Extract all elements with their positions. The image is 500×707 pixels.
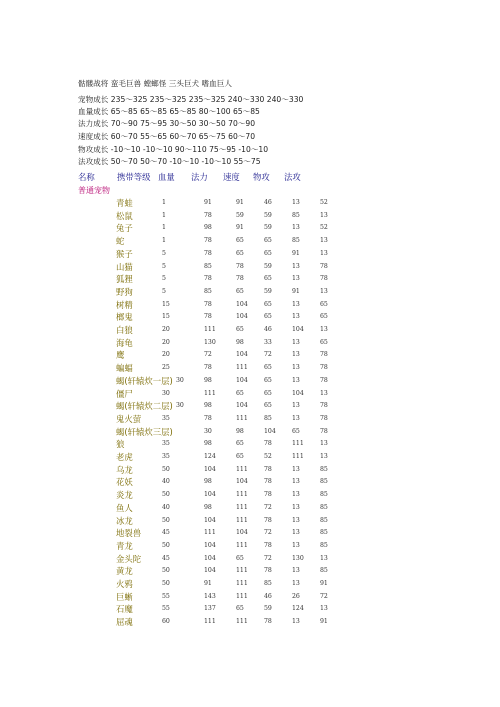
cell-atk: 13 [292, 364, 300, 372]
cell-matk: 85 [320, 465, 328, 473]
cell-matk: 91 [320, 618, 328, 626]
pet-name: 狐狸 [116, 274, 133, 285]
cell-level: 50 [162, 516, 170, 524]
section-title: 普通宠物 [78, 186, 110, 195]
cell-hp: 78 [204, 414, 212, 422]
cell-spd: 85 [264, 414, 272, 422]
cell-matk: 78 [320, 275, 328, 283]
cell-level: 15 [162, 300, 170, 308]
cell-hp: 85 [204, 287, 212, 295]
pet-name: 树精 [116, 299, 133, 310]
cell-mp: 111 [236, 516, 248, 524]
table-row [0, 515, 500, 527]
cell-matk: 78 [320, 402, 328, 410]
cell-mp: 111 [236, 618, 248, 626]
cell-level: 20 [162, 326, 170, 333]
header-level: 携带等级 [117, 172, 151, 182]
table-row [0, 311, 500, 323]
cell-spd: 78 [264, 478, 272, 486]
cell-mp: 104 [236, 351, 248, 359]
cell-matk: 65 [320, 300, 328, 308]
pet-name: 屈魂 [116, 617, 133, 628]
cell-spd: 46 [264, 326, 272, 333]
pet-name: 金头陀 [116, 553, 142, 564]
header-matk: 法攻 [284, 172, 301, 182]
cell-level: 1 [162, 211, 166, 219]
cell-mp: 65 [236, 249, 244, 257]
cell-matk: 91 [320, 580, 328, 587]
cell-hp: 91 [204, 580, 212, 587]
cell-spd: 46 [264, 199, 272, 206]
cell-level: 1 [162, 199, 166, 206]
header-atk: 物攻 [253, 172, 270, 182]
cell-matk: 78 [320, 376, 328, 384]
cell-level: 45 [162, 554, 170, 562]
cell-hp: 78 [204, 364, 212, 372]
cell-atk: 13 [292, 580, 300, 587]
growth-line: 法攻成长 50～70 50～70 -10～10 -10～10 55～75 [78, 157, 261, 166]
cell-spd: 78 [264, 567, 272, 575]
cell-spd: 65 [264, 389, 272, 397]
cell-atk: 26 [292, 592, 300, 600]
table-row [0, 286, 500, 298]
cell-hp: 104 [204, 541, 216, 549]
cell-spd: 52 [264, 453, 272, 460]
cell-atk: 111 [292, 453, 304, 460]
cell-mp: 104 [236, 376, 248, 384]
cell-hp: 124 [204, 453, 216, 460]
table-row [0, 451, 500, 463]
cell-mp: 78 [236, 262, 244, 270]
cell-hp: 104 [204, 567, 216, 575]
cell-matk: 85 [320, 541, 328, 549]
cell-mp: 111 [236, 567, 248, 575]
cell-mp: 65 [236, 554, 244, 562]
growth-line: 血量成长 65～85 65～85 65～85 80～100 65～85 [78, 107, 260, 116]
cell-matk: 52 [320, 199, 328, 206]
cell-atk: 13 [292, 224, 300, 232]
cell-level: 40 [162, 478, 170, 486]
cell-matk: 85 [320, 478, 328, 486]
cell-matk: 13 [320, 287, 328, 295]
cell-hp: 78 [204, 249, 212, 257]
cell-spd: 72 [264, 351, 272, 359]
cell-level: 35 [162, 440, 170, 448]
pet-name: 花妖 [116, 477, 133, 488]
cell-spd: 85 [264, 580, 272, 587]
cell-spd: 78 [264, 440, 272, 448]
table-row [0, 388, 500, 400]
cell-matk: 13 [320, 326, 328, 333]
cell-hp: 111 [204, 326, 216, 333]
cell-atk: 13 [292, 414, 300, 422]
cell-hp: 85 [204, 262, 212, 270]
cell-hp: 98 [204, 503, 212, 511]
cell-matk: 13 [320, 554, 328, 562]
cell-atk: 13 [292, 313, 300, 321]
pet-name: 山猫 [116, 261, 133, 272]
pet-names-line: 骷髅战将 蛮毛巨兽 螳螂怪 三头巨犬 嗜血巨人 [78, 79, 232, 88]
cell-hp: 98 [204, 440, 212, 448]
table-row [0, 413, 500, 425]
table-row [0, 553, 500, 565]
cell-atk: 13 [292, 275, 300, 283]
cell-mp: 111 [236, 592, 248, 600]
table-row [0, 273, 500, 285]
cell-atk: 13 [292, 199, 300, 206]
cell-hp: 98 [204, 478, 212, 486]
cell-atk: 124 [292, 605, 304, 613]
cell-hp: 104 [204, 465, 216, 473]
cell-spd: 78 [264, 618, 272, 626]
pet-name: 鱼人 [116, 502, 133, 513]
table-row [0, 489, 500, 501]
growth-line: 法力成长 70～90 75～95 30～50 30～50 70～90 [78, 119, 256, 128]
table-row [0, 324, 500, 336]
cell-mp: 104 [236, 402, 248, 410]
cell-atk: 13 [292, 541, 300, 549]
cell-hp: 30 [204, 427, 212, 435]
cell-matk: 78 [320, 427, 328, 435]
cell-atk: 13 [292, 618, 300, 626]
cell-mp: 104 [236, 529, 248, 537]
cell-spd: 59 [264, 224, 272, 232]
cell-level: 5 [162, 262, 166, 270]
cell-matk: 85 [320, 503, 328, 511]
cell-mp: 104 [236, 313, 248, 321]
cell-mp: 65 [236, 237, 244, 245]
cell-level: 40 [162, 503, 170, 511]
cell-matk: 13 [320, 237, 328, 245]
cell-atk: 91 [292, 249, 300, 257]
pet-name: 兔子 [116, 223, 133, 234]
cell-spd: 65 [264, 364, 272, 372]
cell-matk: 13 [320, 249, 328, 257]
cell-hp: 104 [204, 554, 216, 562]
cell-matk: 13 [320, 211, 328, 219]
pet-name: 火鸦 [116, 579, 133, 589]
cell-mp: 111 [236, 541, 248, 549]
table-row [0, 261, 500, 273]
cell-mp: 65 [236, 287, 244, 295]
pet-name: 炎龙 [116, 490, 133, 501]
table-row [0, 349, 500, 361]
cell-spd: 33 [264, 338, 272, 346]
table-row [0, 375, 500, 387]
cell-spd: 72 [264, 529, 272, 537]
cell-mp: 111 [236, 465, 248, 473]
cell-level: 45 [162, 529, 170, 537]
growth-line: 速度成长 60～70 55～65 60～70 65～75 60～70 [78, 132, 256, 141]
cell-spd: 78 [264, 465, 272, 473]
cell-hp: 78 [204, 313, 212, 321]
cell-atk: 111 [292, 440, 304, 448]
pet-name: 鬼火萤 [116, 413, 142, 424]
pet-name: 松鼠 [116, 210, 133, 221]
cell-level: 60 [162, 618, 170, 626]
cell-spd: 72 [264, 554, 272, 562]
cell-matk: 65 [320, 338, 328, 346]
cell-mp: 65 [236, 326, 244, 333]
cell-atk: 13 [292, 503, 300, 511]
pet-name: 鹰 [116, 350, 125, 361]
pet-name: 猴子 [116, 248, 133, 259]
cell-spd: 65 [264, 376, 272, 384]
pet-name: 地裂兽 [116, 528, 142, 539]
cell-level: 1 [162, 224, 166, 232]
cell-level: 35 [162, 453, 170, 460]
cell-matk: 85 [320, 516, 328, 524]
pet-name: 狼 [116, 439, 125, 450]
cell-level: 30 [162, 389, 170, 397]
cell-level: 20 [162, 351, 170, 359]
cell-matk: 13 [320, 389, 328, 397]
cell-mp: 111 [236, 364, 248, 372]
cell-hp: 78 [204, 211, 212, 219]
cell-matk: 85 [320, 491, 328, 499]
cell-spd: 78 [264, 491, 272, 499]
pet-name: 白狼 [116, 325, 133, 335]
table-row [0, 438, 500, 450]
cell-hp: 143 [204, 592, 216, 600]
cell-hp: 78 [204, 300, 212, 308]
cell-level: 5 [162, 275, 166, 283]
cell-atk: 13 [292, 529, 300, 537]
table-row [0, 299, 500, 311]
cell-hp: 98 [204, 224, 212, 232]
cell-hp: 91 [204, 199, 212, 206]
pet-name: 青龙 [116, 540, 133, 551]
table-row [0, 540, 500, 552]
cell-mp: 111 [236, 414, 248, 422]
cell-level: 5 [162, 249, 166, 257]
cell-matk: 78 [320, 262, 328, 270]
cell-hp: 78 [204, 275, 212, 283]
cell-spd: 65 [264, 313, 272, 321]
header-hp: 血量 [158, 172, 175, 182]
cell-level: 50 [162, 580, 170, 587]
cell-mp: 65 [236, 389, 244, 397]
pet-name: 黄龙 [116, 566, 133, 577]
cell-mp: 111 [236, 491, 248, 499]
cell-hp: 104 [204, 491, 216, 499]
cell-atk: 13 [292, 262, 300, 270]
table-row [0, 210, 500, 222]
cell-hp: 98 [204, 376, 212, 384]
cell-mp: 111 [236, 580, 248, 587]
pet-name: 老虎 [116, 452, 133, 462]
pet-name: 蝎(轩辕炊二层) [116, 401, 173, 412]
cell-atk: 104 [292, 326, 304, 333]
table-row [0, 248, 500, 260]
table-row [0, 578, 500, 590]
cell-atk: 13 [292, 338, 300, 346]
cell-atk: 85 [292, 237, 300, 245]
table-row [0, 502, 500, 514]
table-row [0, 400, 500, 412]
pet-name: 僵尸 [116, 388, 133, 399]
cell-level: 50 [162, 541, 170, 549]
cell-hp: 111 [204, 618, 216, 626]
table-row [0, 337, 500, 349]
table-row [0, 603, 500, 615]
pet-name: 巨蜥 [116, 591, 133, 602]
pet-name: 蝎(轩辕炊一层) [116, 375, 173, 386]
cell-spd: 65 [264, 237, 272, 245]
table-row [0, 464, 500, 476]
cell-matk: 13 [320, 453, 328, 460]
cell-matk: 72 [320, 592, 328, 600]
cell-mp: 111 [236, 503, 248, 511]
cell-spd: 65 [264, 300, 272, 308]
cell-matk: 78 [320, 414, 328, 422]
pet-name: 海龟 [116, 337, 133, 348]
cell-hp: 137 [204, 605, 216, 613]
cell-spd: 104 [264, 427, 276, 435]
cell-atk: 13 [292, 516, 300, 524]
cell-level: 5 [162, 287, 166, 295]
cell-atk: 130 [292, 554, 304, 562]
cell-level: 15 [162, 313, 170, 321]
table-row [0, 197, 500, 209]
growth-line: 物攻成长 -10～10 -10～10 90～110 75～95 -10～10 [78, 145, 269, 154]
cell-spd: 72 [264, 503, 272, 511]
cell-spd: 59 [264, 287, 272, 295]
table-row [0, 527, 500, 539]
table-row [0, 591, 500, 603]
cell-hp: 98 [204, 402, 212, 410]
cell-matk: 78 [320, 364, 328, 372]
growth-line: 宠物成长 235～325 235～325 235～325 240～330 240～330 [78, 95, 304, 104]
cell-mp: 78 [236, 275, 244, 283]
pet-name: 石魔 [116, 604, 133, 615]
cell-level: 55 [162, 592, 170, 600]
cell-hp: 72 [204, 351, 212, 359]
table-row [0, 362, 500, 374]
pet-name: 青蛙 [116, 198, 133, 208]
pet-name: 乌龙 [116, 464, 133, 475]
cell-level: 55 [162, 605, 170, 613]
pet-name: 榔鬼 [116, 312, 133, 323]
cell-matk: 13 [320, 440, 328, 448]
cell-atk: 91 [292, 287, 300, 295]
cell-spd: 65 [264, 275, 272, 283]
table-row [0, 616, 500, 628]
cell-hp: 111 [204, 529, 216, 537]
cell-mp: 91 [236, 199, 244, 206]
cell-matk: 13 [320, 605, 328, 613]
pet-name: 冰龙 [116, 515, 133, 526]
pet-name: 蝙蝠 [116, 363, 133, 374]
pet-name: 野狗 [116, 286, 133, 297]
cell-level: 50 [162, 491, 170, 499]
cell-atk: 13 [292, 300, 300, 308]
table-row [0, 222, 500, 234]
cell-mp: 104 [236, 478, 248, 486]
cell-mp: 104 [236, 300, 248, 308]
cell-level: 35 [162, 414, 170, 422]
table-row [0, 476, 500, 488]
cell-mp: 98 [236, 427, 244, 435]
cell-hp: 130 [204, 338, 216, 346]
pet-name: 蝎(轩辕炊三层) [116, 426, 173, 437]
cell-spd: 65 [264, 249, 272, 257]
cell-spd: 65 [264, 402, 272, 410]
cell-spd: 78 [264, 516, 272, 524]
cell-matk: 65 [320, 313, 328, 321]
cell-atk: 13 [292, 465, 300, 473]
cell-mp: 91 [236, 224, 244, 232]
cell-hp: 104 [204, 516, 216, 524]
cell-mp: 59 [236, 211, 244, 219]
cell-mp: 65 [236, 605, 244, 613]
cell-level: 1 [162, 237, 166, 245]
cell-spd: 59 [264, 605, 272, 613]
header-mp: 法力 [191, 172, 208, 182]
cell-atk: 13 [292, 567, 300, 575]
cell-level: 50 [162, 567, 170, 575]
cell-level: 50 [162, 465, 170, 473]
cell-hp: 78 [204, 237, 212, 245]
cell-atk: 85 [292, 211, 300, 219]
pet-name: 蛇 [116, 236, 125, 247]
cell-matk: 85 [320, 529, 328, 537]
cell-atk: 13 [292, 351, 300, 359]
cell-level: 30 [176, 376, 184, 384]
cell-spd: 78 [264, 541, 272, 549]
cell-atk: 13 [292, 478, 300, 486]
cell-level: 20 [162, 338, 170, 346]
header-name: 名称 [78, 172, 95, 182]
table-row [0, 565, 500, 577]
table-row [0, 426, 500, 438]
cell-spd: 59 [264, 211, 272, 219]
cell-atk: 13 [292, 376, 300, 384]
header-spd: 速度 [223, 172, 240, 182]
cell-hp: 111 [204, 389, 216, 397]
cell-level: 25 [162, 364, 170, 372]
cell-spd: 46 [264, 592, 272, 600]
cell-matk: 78 [320, 351, 328, 359]
cell-level: 30 [176, 402, 184, 410]
table-row [0, 235, 500, 247]
cell-matk: 85 [320, 567, 328, 575]
cell-spd: 59 [264, 262, 272, 270]
cell-mp: 65 [236, 453, 244, 460]
cell-mp: 65 [236, 440, 244, 448]
cell-atk: 65 [292, 427, 300, 435]
cell-atk: 13 [292, 491, 300, 499]
cell-atk: 104 [292, 389, 304, 397]
cell-matk: 52 [320, 224, 328, 232]
cell-mp: 98 [236, 338, 244, 346]
cell-atk: 13 [292, 402, 300, 410]
